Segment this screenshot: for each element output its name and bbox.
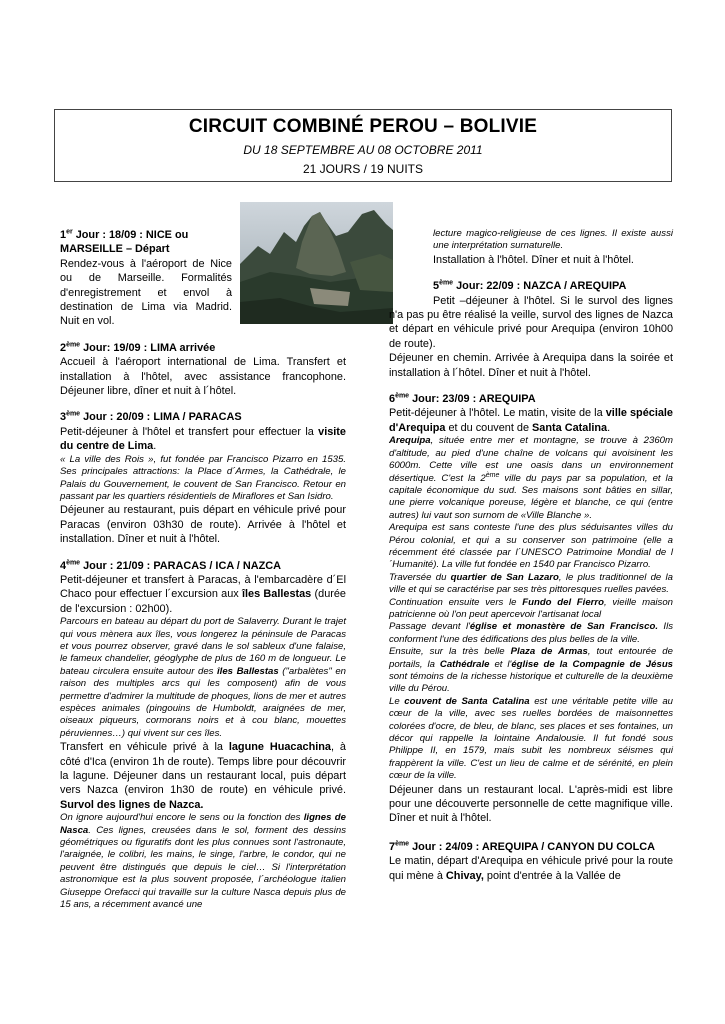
day-4-title: 4ème Jour : 21/09 : PARACAS / ICA / NAZCA bbox=[60, 558, 281, 572]
day-6-description-6: Ensuite, sur la très belle Plaza de Armas, tout entourée de portails, la Cathédrale et l'église de la Compagnie de Jésus sont témoins de la richesse historique et culturelle de la deuxième ville du Pérou. bbox=[389, 646, 674, 695]
day-5 bbox=[389, 279, 673, 380]
day-1 bbox=[60, 228, 232, 329]
header-box bbox=[54, 109, 672, 182]
day-4-description-2: On ignore aujourd'hui encore le sens ou la fonction des lignes de Nasca. Ces lignes, creusées dans le sol, forment des dessins géométriques ou figuratifs dont les plus connues sont l'astronaute, l'araignée, le colibri, les mains, le singe, l'arbre, le condor, qui ne peuvent être distingués que depuis le ciel… Si l'interprétation astronomique est la plus souvent proposée, l´archéologue italien Giuseppe Orefacci qui travaille sur la culture Nasca depuis plus de 15 ans, a récemment avancé une bbox=[60, 812, 346, 911]
day-5-text-2: Déjeuner en chemin. Arrivée à Arequipa dans la soirée et installation à l´hôtel. Dîner et nuit à l'hôtel. bbox=[389, 352, 673, 379]
day-1-text: Rendez-vous à l'aéroport de Nice ou de Marseille. Formalités d'enregistrement et envol à destination de Lima via Madrid. Nuit en vol. bbox=[60, 257, 232, 328]
day-2-title: 2ème Jour: 19/09 : LIMA arrivée bbox=[60, 341, 216, 354]
day-3-text-2: Déjeuner au restaurant, puis départ en véhicule privé pour Paracas (environ 03h30 de route). Arrivée à l'hôtel et installation. Dîner et nuit à l'hôtel. bbox=[60, 504, 346, 546]
day-3-text: Petit-déjeuner à l'hôtel et transfert pour effectuer la visite du centre de Lima. bbox=[60, 425, 346, 453]
day-5-title: 5ème Jour: 22/09 : NAZCA / AREQUIPA bbox=[433, 279, 627, 293]
day-7 bbox=[389, 840, 673, 883]
day-6-title: 6ème Jour: 23/09 : AREQUIPA bbox=[389, 392, 536, 406]
day-4 bbox=[60, 559, 346, 912]
day-4-continued bbox=[389, 228, 673, 267]
right-column bbox=[389, 228, 673, 883]
document-title: CIRCUIT COMBINÉ PEROU – BOLIVIE bbox=[188, 116, 538, 137]
day-2-text: Accueil à l'aéroport international de Lima. Transfert et installation à l'hôtel, avec assistance francophone. Déjeuner libre, dîner et nuit à l´hôtel. bbox=[60, 356, 346, 398]
day-2 bbox=[60, 341, 346, 399]
day-4-description: Parcours en bateau au départ du port de Salaverry. Durant le trajet qui vous mènera aux îles, vous longerez la péninsule de Paracas et vous pourrez observer, gravé dans le sol sableux d'une falaise, le fameux chandelier, géoglyphe de plus de 160 m de longueur. Le bateau circulera ensuite autour des îles Ballestas ("arbalètes" en raison des multiples arcs qui les composent) afin de vous permettre d'admirer la multitude de phoques, lions de mer et autres espèces animales (pingouins de Humboldt, araignées de mer, oiseaux piqueurs, cormorans noirs et à cou blanc, mouettes péruviennes…) qui vivent sur ces îles. bbox=[60, 616, 346, 739]
day-6-description-7: Le couvent de Santa Catalina est une véritable petite ville au cœur de la ville, avec ses ruelles bordées de maisonnettes colorées d'ocre, de bleu, de blanc, ses places et ses fontaines, un décor qui rappelle la lointaine Andalousie. Il fut fondé sous Philippe II, en 1579, mais subit les nombreux séismes qui frappèrent la ville. C'est un lieu de calme et de sérénité, en plein cœur de la ville. bbox=[389, 695, 674, 782]
day-6-description-2: Arequipa est sans conteste l'une des plus séduisantes villes du Pérou colonial, et qui a su conserver son patrimoine (elle a récemment été classée par l´UNESCO Patrimoine Mondial de l´Humanité). La ville fut fondée en 1540 par Francisco Pizarro. bbox=[389, 522, 673, 571]
day-7-title: 7ème Jour : 24/09 : AREQUIPA / CANYON DU COLCA bbox=[389, 840, 655, 853]
day-6 bbox=[389, 392, 673, 826]
day-6-description-1: Arequipa, située entre mer et montagne, se trouve à 2360m d'altitude, au pied d'une chaîne de volcans qui avoisinent les 6000m. Cette ville est une oasis dans un environnement désertique. C'est la 2ème ville du pays par sa population, et la capitale économique du sud. Ses maisons sont bâties en sillar, une pierre volcanique poreuse, légère et blanche, ce qui (entre autres) lui vaut son surnom de «Ville Blanche ». bbox=[389, 435, 674, 521]
day-6-description-5: Passage devant l'église et monastère de San Francisco. Ils conforment l'une des édifications des plus belles de la ville. bbox=[389, 621, 674, 645]
day-6-description-4: Continuation ensuite vers le Fundo del Fierro, vieille maison patricienne où l'on peut apercevoir l'artisanat local bbox=[389, 596, 673, 620]
day-3-title: 3ème Jour : 20/09 : LIMA / PARACAS bbox=[60, 410, 242, 424]
day-5-text: Petit –déjeuner à l'hôtel. Si le survol des lignes n'a pas pu être réalisé la veille, survol des lignes de Nazca et départ en véhicule privé pour Arequipa (environ 10h00 de route). bbox=[389, 294, 673, 350]
day-7-text: Le matin, départ d'Arequipa en véhicule privé pour la route qui mène à Chivay, point d'entrée à la Vallée de bbox=[389, 855, 673, 882]
day-4-text: Petit-déjeuner et transfert à Paracas, à l'embarcadère d´El Chaco pour effectuer l´excursion aux îles Ballestas (durée de l'excursion : 02h00). bbox=[60, 573, 346, 615]
continued-text: Installation à l'hôtel. Dîner et nuit à l'hôtel. bbox=[433, 253, 634, 266]
day-6-description-3: Traversée du quartier de San Lazaro, le plus traditionnel de la ville et qui se caractérise par ses très pittoresques ruelles pavées. bbox=[389, 571, 673, 596]
left-column bbox=[60, 228, 346, 912]
continued-description: lecture magico-religieuse de ces lignes. Il existe aussi une interprétation surnaturelle. bbox=[433, 228, 673, 252]
day-3 bbox=[60, 410, 346, 546]
document-dates: DU 18 SEPTEMBRE AU 08 OCTOBRE 2011 bbox=[243, 143, 483, 157]
day-4-text-2: Transfert en véhicule privé à la lagune Huacachina, à côté d'Ica (environ 1h de route). Temps libre pour découvrir la lagune. Déjeuner dans un restaurant local, puis départ vers Nazca (environ 1h30 de route) en véhicule privé. Survol des lignes de Nazca. bbox=[60, 741, 346, 811]
day-3-description: « La ville des Rois », fut fondée par Francisco Pizarro en 1535. Ses principales attractions: la Place d´Armes, la Cathédrale, le Palais du Gouvernement, le couvent de San Francisco. Retour en passant par les quartiers résidentiels de Miraflores et San Isidro. bbox=[60, 453, 346, 502]
day-1-title: 1er Jour : 18/09 : NICE ou MARSEILLE – Départ bbox=[60, 228, 189, 256]
document-duration: 21 JOURS / 19 NUITS bbox=[302, 162, 424, 176]
day-6-text-2: Déjeuner dans un restaurant local. L'après-midi est libre pour une découverte personnelle de cette magnifique ville. Dîner et nuit à l'hôtel. bbox=[389, 783, 673, 825]
day-6-text: Petit-déjeuner à l'hôtel. Le matin, visite de la ville spéciale d'Arequipa et du couvent de Santa Catalina. bbox=[389, 407, 673, 434]
